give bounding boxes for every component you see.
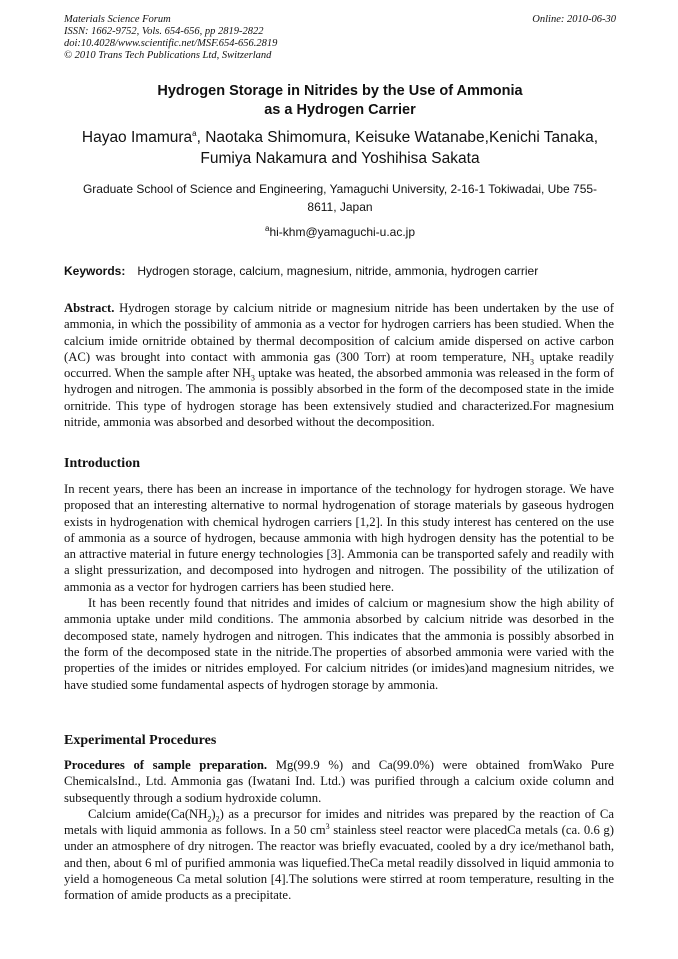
exp-p2-b: )	[211, 806, 216, 821]
abstract-sub-2: 3	[250, 373, 255, 383]
online-date: Online: 2010-06-30	[532, 14, 616, 25]
exp-p2-d: stainless steel reactor were placedCa metals (ca. 0.6 g) under an atmosphere of dry nitrogen. The reactor was briefly evacuated, cooled by a dry ice/methanol bath, and then, about 6 ml of purified ammonia was liquefied.TheCa metal readily dissolved in liquid ammonia to yield a homogeneous Ca metal solution [4].The solutions were stirred at room temperature, resulting in the formation of amide products as a precipitate.	[64, 823, 615, 903]
introduction-heading: Introduction	[64, 456, 140, 471]
exp-p2-a: Calcium amide(Ca(NH	[88, 806, 208, 821]
abstract-text-3: uptake was heated, the absorbed ammonia was released in the form of hydrogen and nitrogen. The ammonia is possibly absorbed in the form of the decomposed state in the imide ornitride. This type of hydrogen storage has been extensively studied and characterized.For magnesium nitride, ammonia was absorbed and desorbed without the decomposition.	[64, 366, 614, 430]
journal-name: Materials Science Forum	[64, 14, 171, 25]
first-author-affil-mark: a	[192, 128, 197, 138]
exp-p2-sub-2: 2	[215, 814, 220, 824]
introduction-body	[64, 481, 614, 693]
procedures-label: Procedures of sample preparation.	[64, 758, 268, 772]
title-line-2: as a Hydrogen Carrier	[264, 102, 416, 118]
experimental-heading: Experimental Procedures	[64, 733, 217, 748]
contact-email	[64, 225, 616, 239]
experimental-p1-text: Mg(99.9 %) and Ca(99.0%) were obtained fromWako Pure ChemicalsInd., Ltd. Ammonia gas (Iwatani Ind. Ltd.) was purified through a calcium oxide column and subsequently through a sodium hydroxide column.	[64, 758, 614, 805]
authors-line-1	[64, 127, 616, 148]
exp-p2-c: ) as a precursor for imides and nitrides was prepared by the reaction of Ca metals with liquid ammonia as follows. In a 50 cm	[64, 806, 614, 838]
exp-p2-sub-1: 2	[207, 814, 212, 824]
abstract-sub-1: 3	[530, 357, 535, 367]
authors-rest: , Naotaka Shimomura, Keisuke Watanabe,Kenichi Tanaka,	[196, 129, 599, 146]
journal-header	[64, 14, 616, 62]
introduction-paragraph-2: It has been recently found that nitrides and imides of calcium or magnesium show the high ability of ammonia uptake under mild conditions. The ammonia absorbed by calcium nitride was desorbed in the decomposed state, namely hydrogen and nitrogen. This indicates that the ammonia is possibly absorbed in the form of the decomposed state in the nitride.The properties of absorbed ammonia were varied with the properties of the imides or nitrides employed. For calcium nitrides (or imides)and magnesium nitrides, we have studied some fundamental aspects of hydrogen storage by ammonia.	[64, 596, 614, 692]
experimental-body	[64, 757, 614, 904]
paper-title	[64, 82, 616, 120]
affiliation: Graduate School of Science and Engineering, Yamaguchi University, 2-16-1 Tokiwadai, Ube 755-8611, Japan	[82, 182, 598, 214]
experimental-paragraph-2	[64, 806, 614, 904]
introduction-paragraph-1: In recent years, there has been an increase in importance of the technology for hydrogen storage. We have proposed that an interesting alternative to normal hydrogenation of storage materials by gaseous hydrogen exists in hydrogenation with chemical hydrogen carriers [1,2]. In this study interest has centered on the use of ammonia as a source of hydrogen, because ammonia with high hydrogen density has the potential to be an attractive material in future energy technologies [3]. Ammonia can be transported safely and readily with a slight pressurization, and decomposed into hydrogen and nitrogen. The possibility of the utilization of ammonia as a vector for hydrogen carriers has been studied here.	[64, 482, 614, 594]
abstract	[64, 300, 614, 430]
keywords	[64, 264, 616, 278]
first-author: Hayao Imamura	[81, 129, 193, 146]
abstract-label: Abstract.	[64, 301, 115, 315]
doi-line: doi:10.4028/www.scientific.net/MSF.654-656.2819	[64, 38, 278, 49]
keywords-text: Hydrogen storage, calcium, magnesium, nitride, ammonia, hydrogen carrier	[137, 264, 539, 278]
abstract-text-2: uptake readily occurred. When the sample after NH	[64, 349, 614, 381]
issn-line: ISSN: 1662-9752, Vols. 654-656, pp 2819-2822	[64, 26, 264, 37]
exp-p2-sup: 3	[325, 821, 330, 831]
email-affil-mark: a	[264, 224, 270, 233]
author-list	[64, 127, 616, 169]
email-address: hi-khm@yamaguchi-u.ac.jp	[269, 225, 416, 239]
experimental-paragraph-1	[64, 757, 614, 806]
title-line-1: Hydrogen Storage in Nitrides by the Use of Ammonia	[157, 83, 523, 99]
authors-line-2: Fumiya Nakamura and Yoshihisa Sakata	[200, 150, 480, 167]
copyright-line: © 2010 Trans Tech Publications Ltd, Switzerland	[64, 50, 272, 61]
keywords-label: Keywords:	[64, 264, 126, 278]
abstract-text-1: Hydrogen storage by calcium nitride or magnesium nitride has been undertaken by the use of ammonia, in which the possibility of ammonia as a vector for hydrogen carriers has been studied. When the calcium imide ornitride obtained by thermal decomposition of calcium amide dispersed on active carbon (AC) was brought into contact with ammonia gas (300 Torr) at room temperature, NH	[64, 301, 614, 364]
